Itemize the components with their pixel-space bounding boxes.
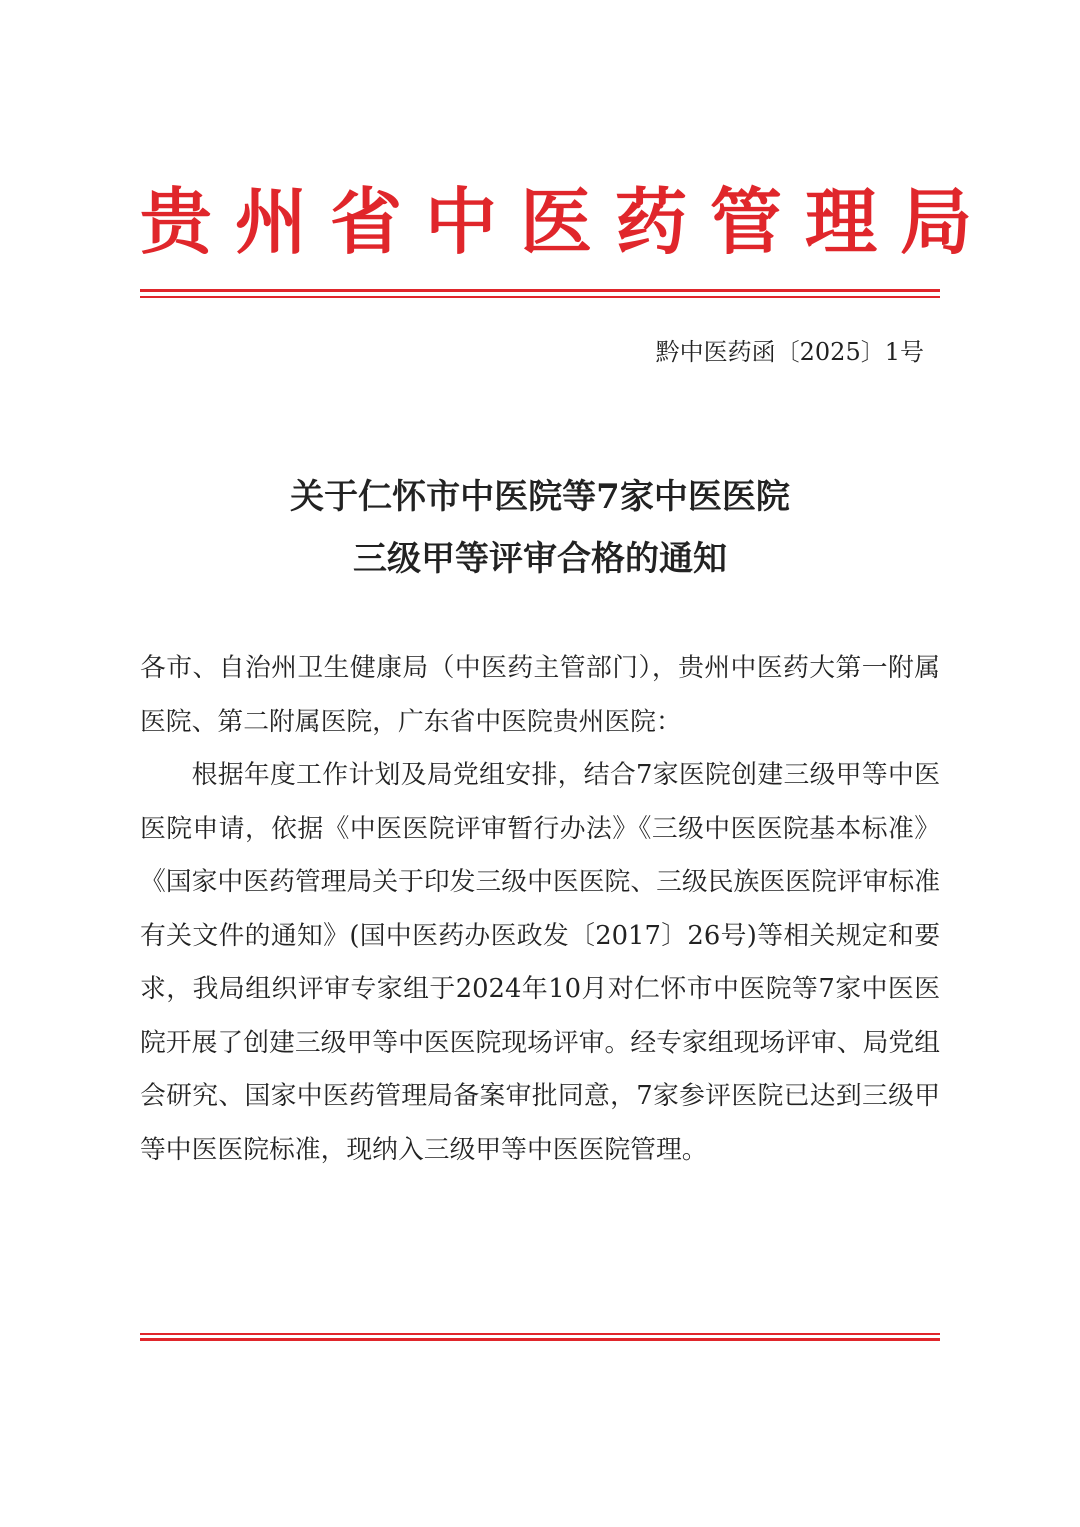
agency-masthead: 贵州省中医药管理局 (140, 179, 996, 264)
header-thin-rule (140, 296, 940, 298)
footer-thin-rule (140, 1333, 940, 1335)
notice-body (140, 642, 940, 1177)
notice-title-line-2: 三级甲等评审合格的通知 (353, 539, 727, 579)
document-number: 黔中医药函〔2025〕1号 (655, 338, 924, 366)
addressee-paragraph: 各市、自治州卫生健康局（中医药主管部门），贵州中医药大第一附属医院、第二附属医院，广东省中医院贵州医院： (140, 653, 940, 737)
header-thick-rule (140, 289, 940, 292)
footer-thick-rule (140, 1338, 940, 1341)
notice-title-line-1: 关于仁怀市中医院等7家中医医院 (290, 477, 790, 517)
main-paragraph: 根据年度工作计划及局党组安排，结合7家医院创建三级甲等中医医院申请，依据《中医医院评审暂行办法》《三级中医医院基本标准》《国家中医药管理局关于印发三级中医医院、三级民族医医院评审标准有关文件的通知》(国中医药办医政发〔2017〕26号)等相关规定和要求，我局组织评审专家组于2024年10月对仁怀市中医院等7家中医医院开展了创建三级甲等中医医院现场评审。经专家组现场评审、局党组会研究、国家中医药管理局备案审批同意，7家参评医院已达到三级甲等中医医院标准，现纳入三级甲等中医医院管理。 (140, 760, 940, 1165)
